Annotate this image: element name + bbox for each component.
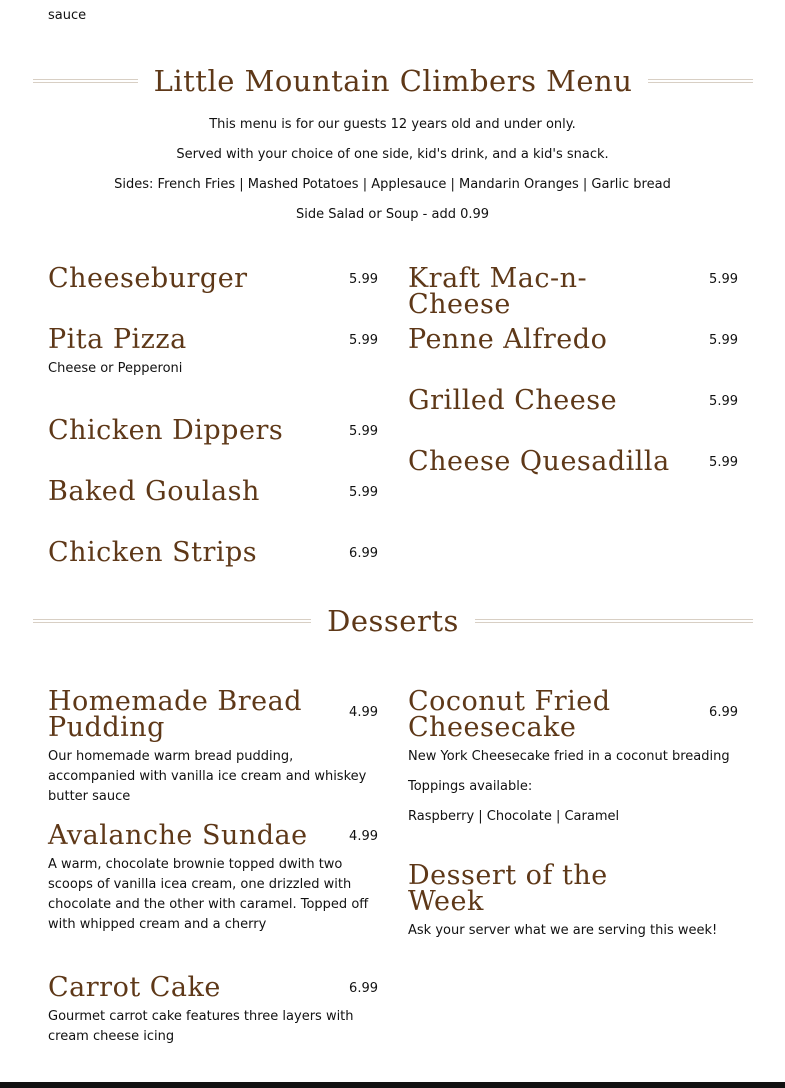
intro-sides: Sides: French Fries | Mashed Potatoes | Applesauce | Mandarin Oranges | Garlic bread [114, 177, 671, 192]
page-bottom-border [0, 1082, 785, 1088]
heading-rule-right [648, 79, 753, 83]
desserts-right-column [408, 686, 738, 938]
item-name: Dessert of the Week [408, 860, 608, 917]
item-price: 5.99 [709, 455, 738, 470]
menu-item-kraft-mac-n-cheese [408, 263, 738, 327]
item-name: Penne Alfredo [408, 324, 608, 355]
item-price: 5.99 [349, 333, 378, 348]
menu-item-chicken-dippers [48, 415, 378, 479]
item-description: Ask your server what we are serving this week! [408, 923, 718, 938]
item-price: 6.99 [349, 981, 378, 996]
desserts-title: Desserts [327, 604, 459, 638]
kids-menu-right-column [408, 263, 738, 510]
kids-menu-intro [0, 115, 785, 235]
item-name: Coconut Fried Cheesecake [408, 686, 611, 743]
item-price: 5.99 [709, 394, 738, 409]
menu-item-dessert-of-the-week [408, 860, 738, 938]
item-name: Avalanche Sundae [48, 820, 308, 851]
desserts-header [33, 604, 753, 638]
item-price: 6.99 [709, 705, 738, 720]
desserts-left-column [48, 686, 378, 1055]
heading-rule-left [33, 79, 138, 83]
menu-item-homemade-bread-pudding [48, 686, 378, 823]
item-description: Gourmet carrot cake features three layers with cream cheese icing [48, 1009, 354, 1044]
menu-item-cheeseburger [48, 263, 378, 327]
kids-menu-left-column [48, 263, 378, 601]
item-name: Carrot Cake [48, 972, 221, 1003]
item-description: New York Cheesecake fried in a coconut breading [408, 749, 730, 764]
item-toppings-list: Raspberry | Chocolate | Caramel [408, 809, 620, 824]
menu-item-coconut-fried-cheesecake [408, 686, 738, 863]
item-price: 5.99 [349, 485, 378, 500]
kids-menu-header [33, 64, 753, 98]
item-name: Homemade Bread Pudding [48, 686, 303, 743]
item-description: Cheese or Pepperoni [48, 361, 183, 376]
item-name: Baked Goulash [48, 476, 260, 507]
item-toppings-label: Toppings available: [408, 779, 533, 794]
kids-menu-title: Little Mountain Climbers Menu [153, 64, 633, 98]
item-name: Cheeseburger [48, 263, 248, 294]
item-name: Pita Pizza [48, 324, 187, 355]
item-price: 4.99 [349, 705, 378, 720]
item-name: Chicken Strips [48, 537, 258, 568]
item-description: Our homemade warm bread pudding, accompanied with vanilla ice cream and whiskey butter sauce [48, 749, 367, 804]
item-price: 5.99 [349, 424, 378, 439]
item-description: A warm, chocolate brownie topped dwith two scoops of vanilla icea cream, one drizzled with chocolate and the other with caramel. Topped off with whipped cream and a cherry [48, 857, 369, 932]
item-name: Kraft Mac-n-Cheese [408, 263, 588, 320]
intro-side-salad: Side Salad or Soup - add 0.99 [295, 207, 490, 222]
previous-item-description-fragment: sauce [48, 8, 87, 23]
item-name: Grilled Cheese [408, 385, 618, 416]
menu-item-grilled-cheese [408, 385, 738, 449]
item-price: 5.99 [349, 272, 378, 287]
item-price: 4.99 [349, 829, 378, 844]
heading-rule-right [475, 619, 753, 623]
item-name: Chicken Dippers [48, 415, 284, 446]
item-price: 5.99 [709, 333, 738, 348]
item-price: 6.99 [349, 546, 378, 561]
menu-item-baked-goulash [48, 476, 378, 540]
heading-rule-left [33, 619, 311, 623]
menu-item-carrot-cake [48, 972, 378, 1055]
menu-item-pita-pizza [48, 324, 378, 418]
item-price: 5.99 [709, 272, 738, 287]
intro-age-note: This menu is for our guests 12 years old and under only. [209, 117, 576, 132]
menu-item-cheese-quesadilla [408, 446, 738, 510]
intro-served-with: Served with your choice of one side, kid's drink, and a kid's snack. [176, 147, 609, 162]
menu-item-penne-alfredo [408, 324, 738, 388]
menu-item-chicken-strips [48, 537, 378, 601]
menu-item-avalanche-sundae [48, 820, 378, 975]
item-name: Cheese Quesadilla [408, 446, 670, 477]
